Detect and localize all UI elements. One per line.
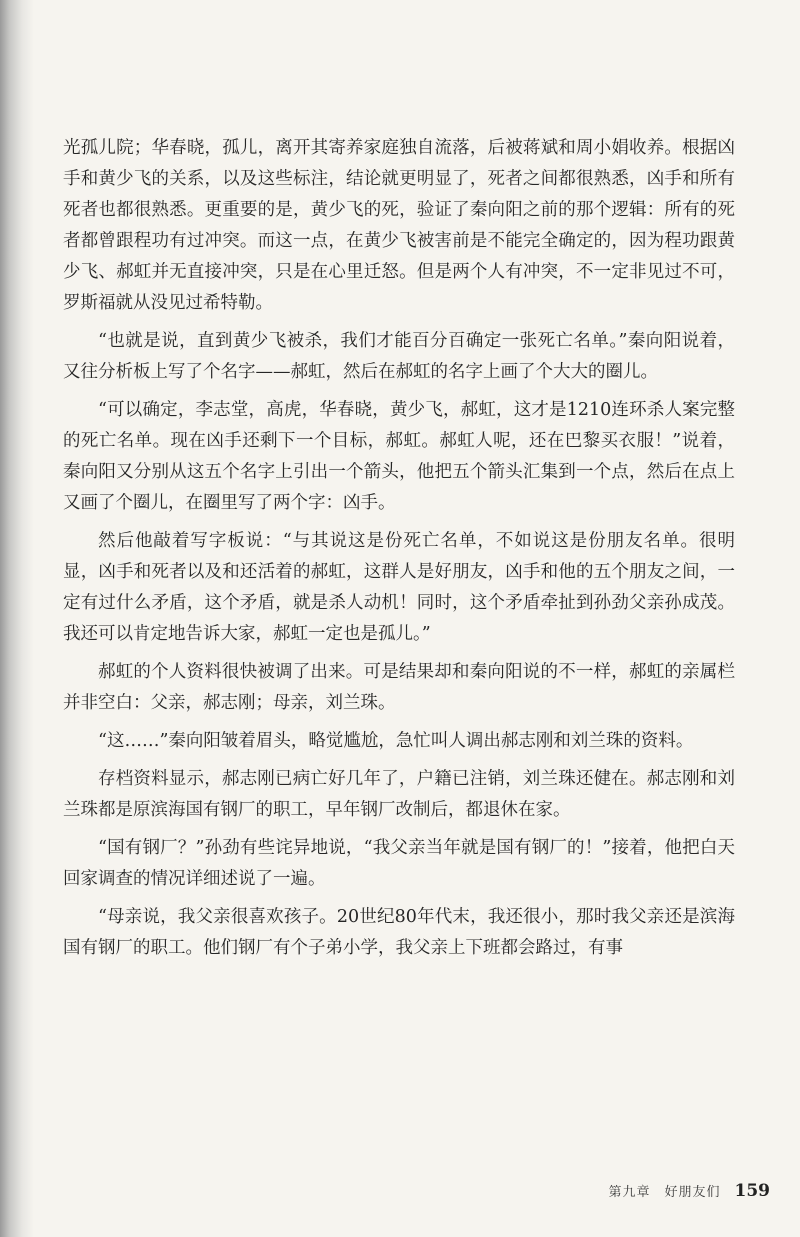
paragraph-4: 然后他敲着写字板说：“与其说这是份死亡名单，不如说这是份朋友名单。很明显，凶手和死者以及和还活着的郝虹，这群人是好朋友，凶手和他的五个朋友之间，一定有过什么矛盾，这个矛盾，就是杀人动机！同时，这个矛盾牵扯到孙劲父亲孙成茂。我还可以肯定地告诉大家，郝虹一定也是孤儿。” (63, 531, 735, 644)
paragraph-9: “母亲说，我父亲很喜欢孩子。20世纪80年代末，我还很小，那时我父亲还是滨海国有钢厂的职工。他们钢厂有个子弟小学，我父亲上下班都会路过，有事 (63, 907, 735, 958)
paragraph-7: 存档资料显示，郝志刚已病亡好几年了，户籍已注销，刘兰珠还健在。郝志刚和刘兰珠都是原滨海国有钢厂的职工，早年钢厂改制后，都退休在家。 (63, 769, 735, 820)
paragraph-6: “这……”秦向阳皱着眉头，略觉尴尬，急忙叫人调出郝志刚和刘兰珠的资料。 (98, 731, 694, 751)
paragraph-2: “也就是说，直到黄少飞被杀，我们才能百分百确定一张死亡名单。”秦向阳说着，又往分析板上写了个名字——郝虹，然后在郝虹的名字上画了个大大的圈儿。 (63, 331, 735, 382)
page-footer (608, 1181, 770, 1201)
paragraph-1: 光孤儿院；华春晓，孤儿，离开其寄养家庭独自流落，后被蒋斌和周小娟收养。根据凶手和黄少飞的关系，以及这些标注，结论就更明显了，死者之间都很熟悉，凶手和所有死者也都很熟悉。更重要的是，黄少飞的死，验证了秦向阳之前的那个逻辑：所有的死者都曾跟程功有过冲突。而这一点，在黄少飞被害前是不能完全确定的，因为程功跟黄少飞、郝虹并无直接冲突，只是在心里迁怒。但是两个人有冲突，不一定非见过不可，罗斯福就从没见过希特勒。 (63, 138, 735, 313)
page-number: 159 (734, 1181, 770, 1201)
paragraph-8: “国有钢厂？”孙劲有些诧异地说，“我父亲当年就是国有钢厂的！”接着，他把白天回家调查的情况详细述说了一遍。 (63, 838, 735, 889)
body-text (63, 133, 735, 971)
page-gutter-shadow (0, 0, 34, 1237)
paragraph-3: “可以确定，李志堂，高虎，华春晓，黄少飞，郝虹，这才是1210连环杀人案完整的死亡名单。现在凶手还剩下一个目标，郝虹。郝虹人呢，还在巴黎买衣服！”说着，秦向阳又分别从这五个名字上引出一个箭头，他把五个箭头汇集到一个点，然后在点上又画了个圈儿，在圈里写了两个字：凶手。 (63, 400, 735, 513)
paragraph-5: 郝虹的个人资料很快被调了出来。可是结果却和秦向阳说的不一样，郝虹的亲属栏并非空白：父亲，郝志刚；母亲，刘兰珠。 (63, 662, 735, 713)
running-head: 第九章 好朋友们 (608, 1185, 721, 1200)
